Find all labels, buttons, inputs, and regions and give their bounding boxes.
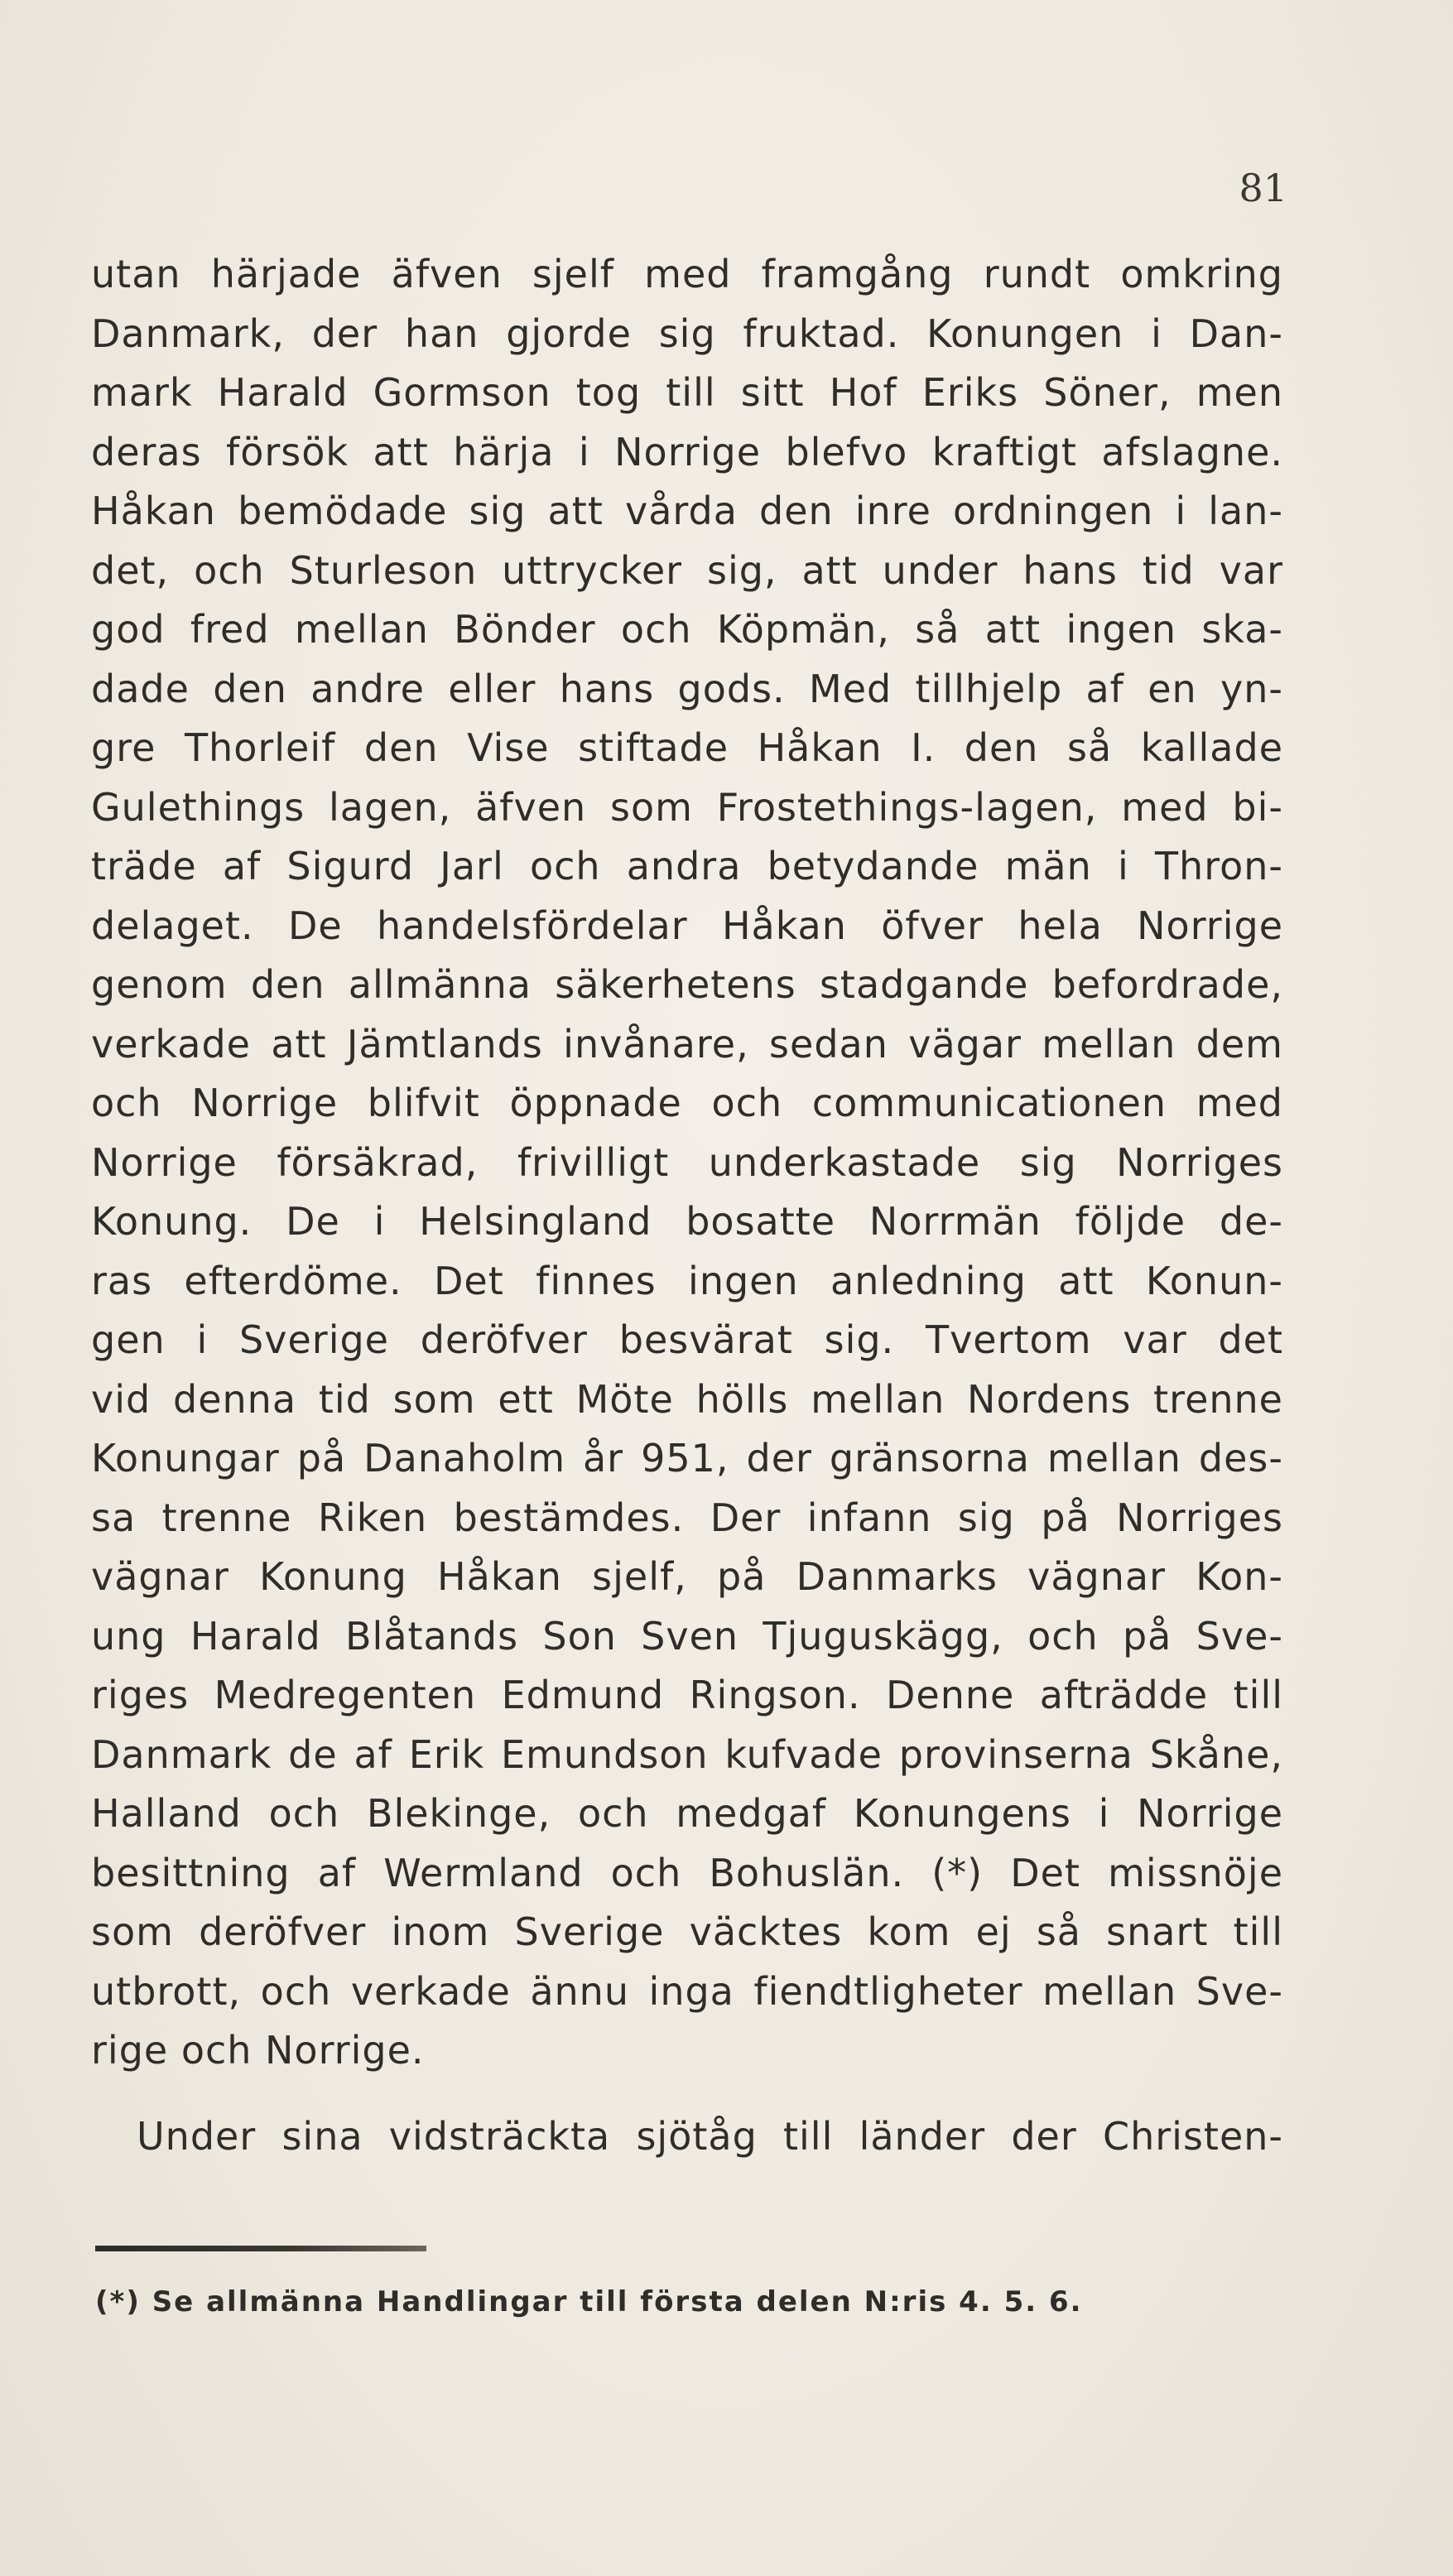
footnote-rule — [95, 2246, 426, 2251]
text-line: vid denna tid som ett Möte hölls mellan Nordens trenne — [91, 1376, 1283, 1422]
paragraph-start: Under sina vidsträckta sjötåg till länder der Christen- — [137, 2113, 1283, 2159]
footnote: (*) Se allmänna Handlingar till första delen N:ris 4. 5. 6. — [95, 2285, 1083, 2318]
text-line: genom den allmänna säkerhetens stadgande befordrade, — [91, 962, 1283, 1007]
text-line: Håkan bemödade sig att vårda den inre ordningen i lan- — [91, 489, 1283, 533]
text-line: Halland och Blekinge, och medgaf Konungens i Norrige — [91, 1791, 1283, 1836]
text-line: ung Harald Blåtands Son Sven Tjuguskägg, och på Sve- — [91, 1613, 1283, 1659]
text-line: Danmark, der han gjorde sig fruktad. Konungen i Dan- — [91, 311, 1283, 356]
text-line: träde af Sigurd Jarl och andra betydande män i Thron- — [91, 844, 1283, 888]
text-line: utan härjade äfven sjelf med framgång rundt omkring — [91, 252, 1283, 296]
text-line: Gulethings lagen, äfven som Frostethings-lagen, med bi- — [91, 784, 1283, 830]
text-line: ras efterdöme. Det finnes ingen anledning att Konun- — [91, 1258, 1283, 1303]
text-line: mark Harald Gormson tog till sitt Hof Eriks Söner, men — [91, 370, 1283, 415]
text-line: som deröfver inom Sverige väcktes kom ej så snart till — [91, 1909, 1283, 1954]
text-line: sa trenne Riken bestämdes. Der infann sig på Norriges — [91, 1495, 1283, 1540]
text-line: god fred mellan Bönder och Köpmän, så att ingen ska- — [91, 607, 1283, 652]
text-line: vägnar Konung Håkan sjelf, på Danmarks vägnar Kon- — [91, 1554, 1283, 1599]
text-line: gre Thorleif den Vise stiftade Håkan I. den så kallade — [91, 725, 1283, 770]
text-line: verkade att Jämtlands invånare, sedan vägar mellan dem — [91, 1021, 1283, 1067]
text-line: besittning af Wermland och Bohuslän. (*) Det missnöje — [91, 1850, 1283, 1895]
text-line: riges Medregenten Edmund Ringson. Denne afträdde till — [91, 1673, 1283, 1717]
text-line: rige och Norrige. — [91, 2028, 425, 2073]
text-line: Norrige försäkrad, frivilligt underkastade sig Norriges — [91, 1139, 1283, 1185]
text-line: dade den andre eller hans gods. Med tillhjelp af en yn- — [91, 666, 1283, 711]
text-line: det, och Sturleson uttrycker sig, att under hans tid var — [91, 547, 1283, 593]
text-line: deras försök att härja i Norrige blefvo kraftigt afslagne. — [91, 429, 1283, 474]
text-line: utbrott, och verkade ännu inga fiendtligheter mellan Sve- — [91, 1968, 1283, 2014]
text-line: Danmark de af Erik Emundson kufvade provinserna Skåne, — [91, 1731, 1283, 1777]
text-line: och Norrige blifvit öppnade och communicationen med — [91, 1081, 1283, 1125]
page-number: 81 — [1239, 166, 1287, 210]
text-line: gen i Sverige deröfver besvärat sig. Tvertom var det — [91, 1317, 1283, 1362]
text-line: Konung. De i Helsingland bosatte Norrmän följde de- — [91, 1199, 1283, 1244]
text-line: Konungar på Danaholm år 951, der gränsorna mellan des- — [91, 1436, 1283, 1481]
body-text — [91, 245, 1283, 2166]
text-line: delaget. De handelsfördelar Håkan öfver hela Norrige — [91, 903, 1283, 948]
